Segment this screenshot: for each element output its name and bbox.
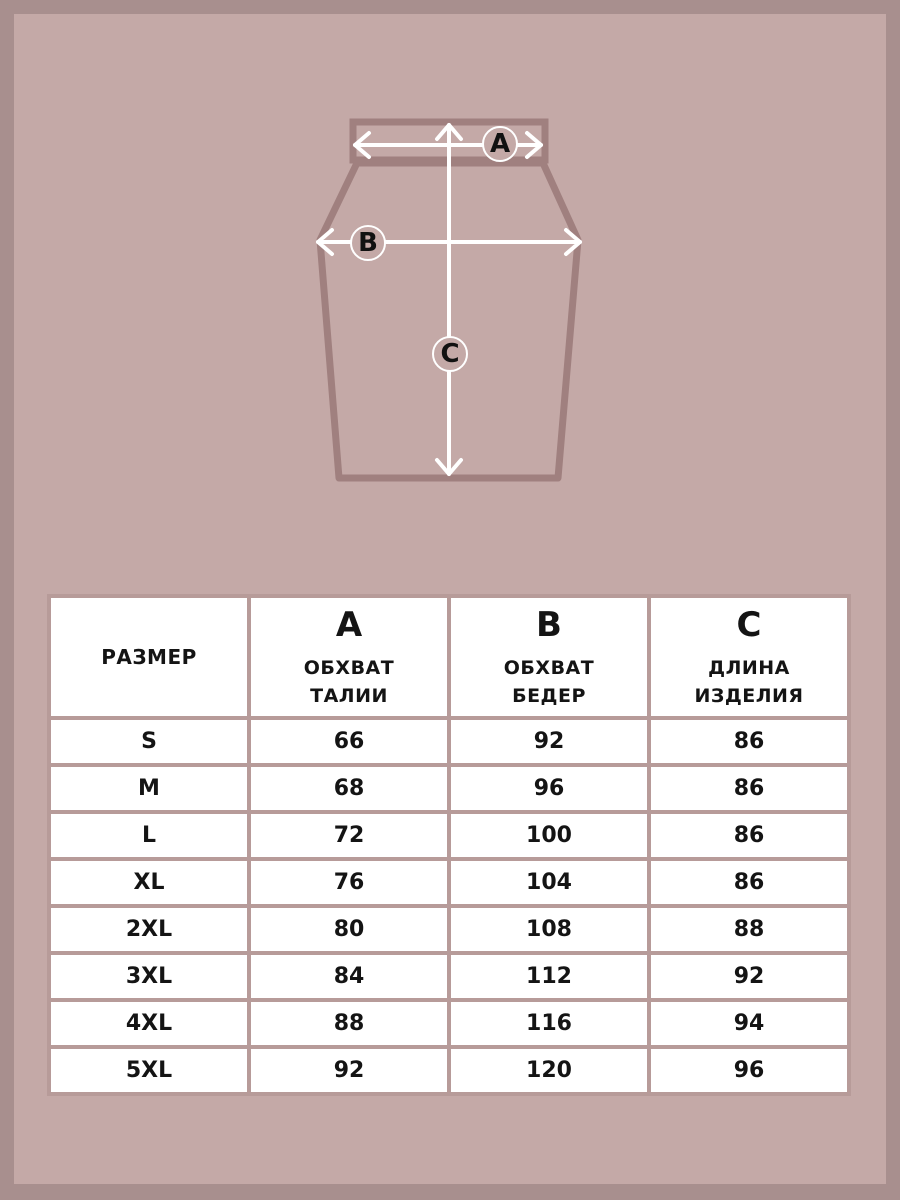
hip-cell: 92 (451, 720, 647, 763)
size-cell: 3XL (51, 955, 247, 998)
table-row (51, 720, 847, 763)
length-arrow (437, 125, 461, 474)
size-cell: XL (51, 861, 247, 904)
hip-cell: 104 (451, 861, 647, 904)
table-row (51, 1049, 847, 1092)
waist-cell: 72 (251, 814, 447, 857)
waist-cell: 92 (251, 1049, 447, 1092)
size-cell: 5XL (51, 1049, 247, 1092)
column-letter: B (536, 605, 562, 645)
table-row (51, 1002, 847, 1045)
length-cell: 86 (651, 814, 847, 857)
column-name: ДЛИНА ИЗДЕЛИЯ (694, 657, 804, 707)
size-cell: S (51, 720, 247, 763)
table-row (51, 767, 847, 810)
column-name: ОБХВАТ БЕДЕР (503, 657, 595, 707)
size-cell: 4XL (51, 1002, 247, 1045)
marker-a: A (482, 126, 518, 162)
size-column-header: РАЗМЕР (51, 598, 247, 716)
waist-cell: 80 (251, 908, 447, 951)
length-cell: 92 (651, 955, 847, 998)
waist-cell: 68 (251, 767, 447, 810)
column-letter: C (736, 605, 762, 645)
length-cell: 86 (651, 861, 847, 904)
length-cell: 86 (651, 767, 847, 810)
length-cell: 86 (651, 720, 847, 763)
waist-cell: 84 (251, 955, 447, 998)
hip-column-header (451, 598, 647, 716)
marker-c: C (432, 336, 468, 372)
waist-column-header (251, 598, 447, 716)
hip-cell: 96 (451, 767, 647, 810)
size-table (47, 594, 851, 1096)
hip-cell: 100 (451, 814, 647, 857)
size-cell: L (51, 814, 247, 857)
skirt-outline-svg (0, 0, 900, 560)
hip-cell: 112 (451, 955, 647, 998)
size-cell: M (51, 767, 247, 810)
column-letter: A (335, 605, 363, 645)
waist-cell: 76 (251, 861, 447, 904)
length-cell: 88 (651, 908, 847, 951)
length-cell: 96 (651, 1049, 847, 1092)
size-cell: 2XL (51, 908, 247, 951)
table-row (51, 908, 847, 951)
column-name: ОБХВАТ ТАЛИИ (303, 657, 395, 707)
hip-cell: 116 (451, 1002, 647, 1045)
marker-b: B (350, 225, 386, 261)
hip-cell: 120 (451, 1049, 647, 1092)
length-column-header (651, 598, 847, 716)
skirt-diagram (0, 0, 900, 560)
hip-cell: 108 (451, 908, 647, 951)
waist-cell: 66 (251, 720, 447, 763)
table-header-row (51, 598, 847, 716)
waist-cell: 88 (251, 1002, 447, 1045)
table-row (51, 814, 847, 857)
table-row (51, 955, 847, 998)
length-cell: 94 (651, 1002, 847, 1045)
table-row (51, 861, 847, 904)
